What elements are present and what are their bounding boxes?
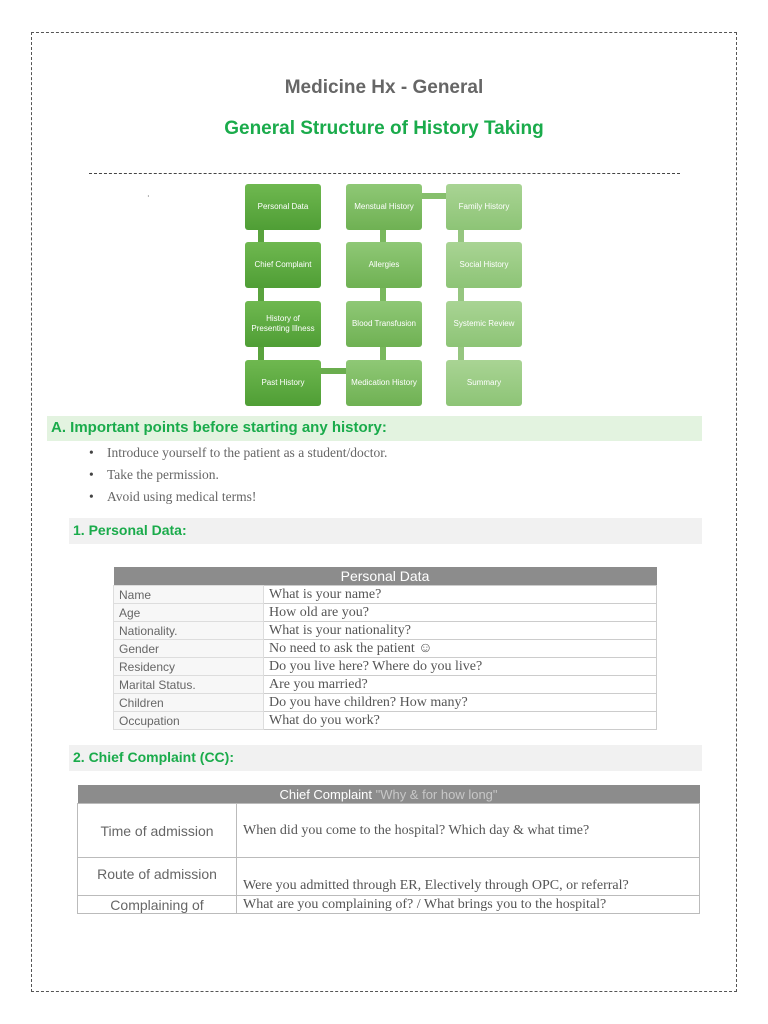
table-title-note: "Why & for how long": [375, 786, 498, 802]
diagram-connector: [320, 368, 348, 374]
diagram-box-family-history: Family History: [446, 184, 522, 230]
row-label: Marital Status.: [114, 676, 264, 694]
diagram-box-past-history: Past History: [245, 360, 321, 406]
row-label: Name: [114, 586, 264, 604]
row-label: Complaining of: [78, 896, 237, 914]
row-value: Are you married?: [264, 676, 657, 694]
table-row: [114, 676, 657, 694]
stray-mark: ·: [147, 192, 150, 201]
row-value: How old are you?: [264, 604, 657, 622]
table-title-main: Chief Complaint: [279, 786, 372, 802]
row-label: Children: [114, 694, 264, 712]
row-label: Age: [114, 604, 264, 622]
row-label: Gender: [114, 640, 264, 658]
diagram-box-personal-data: Personal Data: [245, 184, 321, 230]
table-title: [78, 785, 700, 804]
section-a-heading: A. Important points before starting any history:: [51, 419, 387, 436]
bullet-item: • Avoid using medical terms!: [89, 486, 387, 508]
diagram-box-menstrual-history: Menstual History: [346, 184, 422, 230]
row-value: No need to ask the patient ☺: [264, 640, 657, 658]
page-subtitle: General Structure of History Taking: [224, 118, 544, 139]
diagram-box-chief-complaint: Chief Complaint: [245, 242, 321, 288]
table-row: [114, 640, 657, 658]
bullet-list: [89, 442, 387, 508]
table-row: [114, 658, 657, 676]
row-value: Were you admitted through ER, Electively through OPC, or referral?: [237, 858, 700, 896]
table-row: [78, 858, 700, 896]
personal-data-heading: 1. Personal Data:: [73, 522, 187, 538]
diagram-box-summary: Summary: [446, 360, 522, 406]
row-label: Residency: [114, 658, 264, 676]
table-row: [114, 604, 657, 622]
row-label: Route of admission: [78, 858, 237, 896]
personal-data-header: [69, 518, 702, 544]
diagram-box-allergies: Allergies: [346, 242, 422, 288]
row-value: What is your nationality?: [264, 622, 657, 640]
chief-complaint-heading: 2. Chief Complaint (CC):: [73, 749, 234, 765]
divider: [89, 173, 680, 174]
row-label: Occupation: [114, 712, 264, 730]
table-row: [114, 694, 657, 712]
table-title: Personal Data: [114, 567, 657, 586]
chief-complaint-header: [69, 745, 702, 771]
diagram-box-systemic-review: Systemic Review: [446, 301, 522, 347]
table-row: [78, 804, 700, 858]
diagram-box-blood-transfusion: Blood Transfusion: [346, 301, 422, 347]
table-row: [114, 622, 657, 640]
diagram-box-presenting-illness: History of Presenting Illness: [245, 301, 321, 347]
personal-data-table: [113, 567, 657, 730]
row-value: Do you have children? How many?: [264, 694, 657, 712]
row-value: Do you live here? Where do you live?: [264, 658, 657, 676]
bullet-item: • Introduce yourself to the patient as a student/doctor.: [89, 442, 387, 464]
row-value: What do you work?: [264, 712, 657, 730]
table-row: [114, 586, 657, 604]
row-value: When did you come to the hospital? Which day & what time?: [237, 804, 700, 858]
table-row: [78, 896, 700, 914]
chief-complaint-table: [77, 785, 700, 914]
row-label: Time of admission: [78, 804, 237, 858]
diagram-box-medication-history: Medication History: [346, 360, 422, 406]
section-a-header: [47, 416, 702, 441]
table-row: [114, 712, 657, 730]
bullet-item: • Take the permission.: [89, 464, 387, 486]
row-value: What is your name?: [264, 586, 657, 604]
page-title: Medicine Hx - General: [284, 77, 484, 98]
diagram-connector: [420, 193, 448, 199]
row-value: What are you complaining of? / What brings you to the hospital?: [237, 896, 700, 914]
diagram-box-social-history: Social History: [446, 242, 522, 288]
row-label: Nationality.: [114, 622, 264, 640]
